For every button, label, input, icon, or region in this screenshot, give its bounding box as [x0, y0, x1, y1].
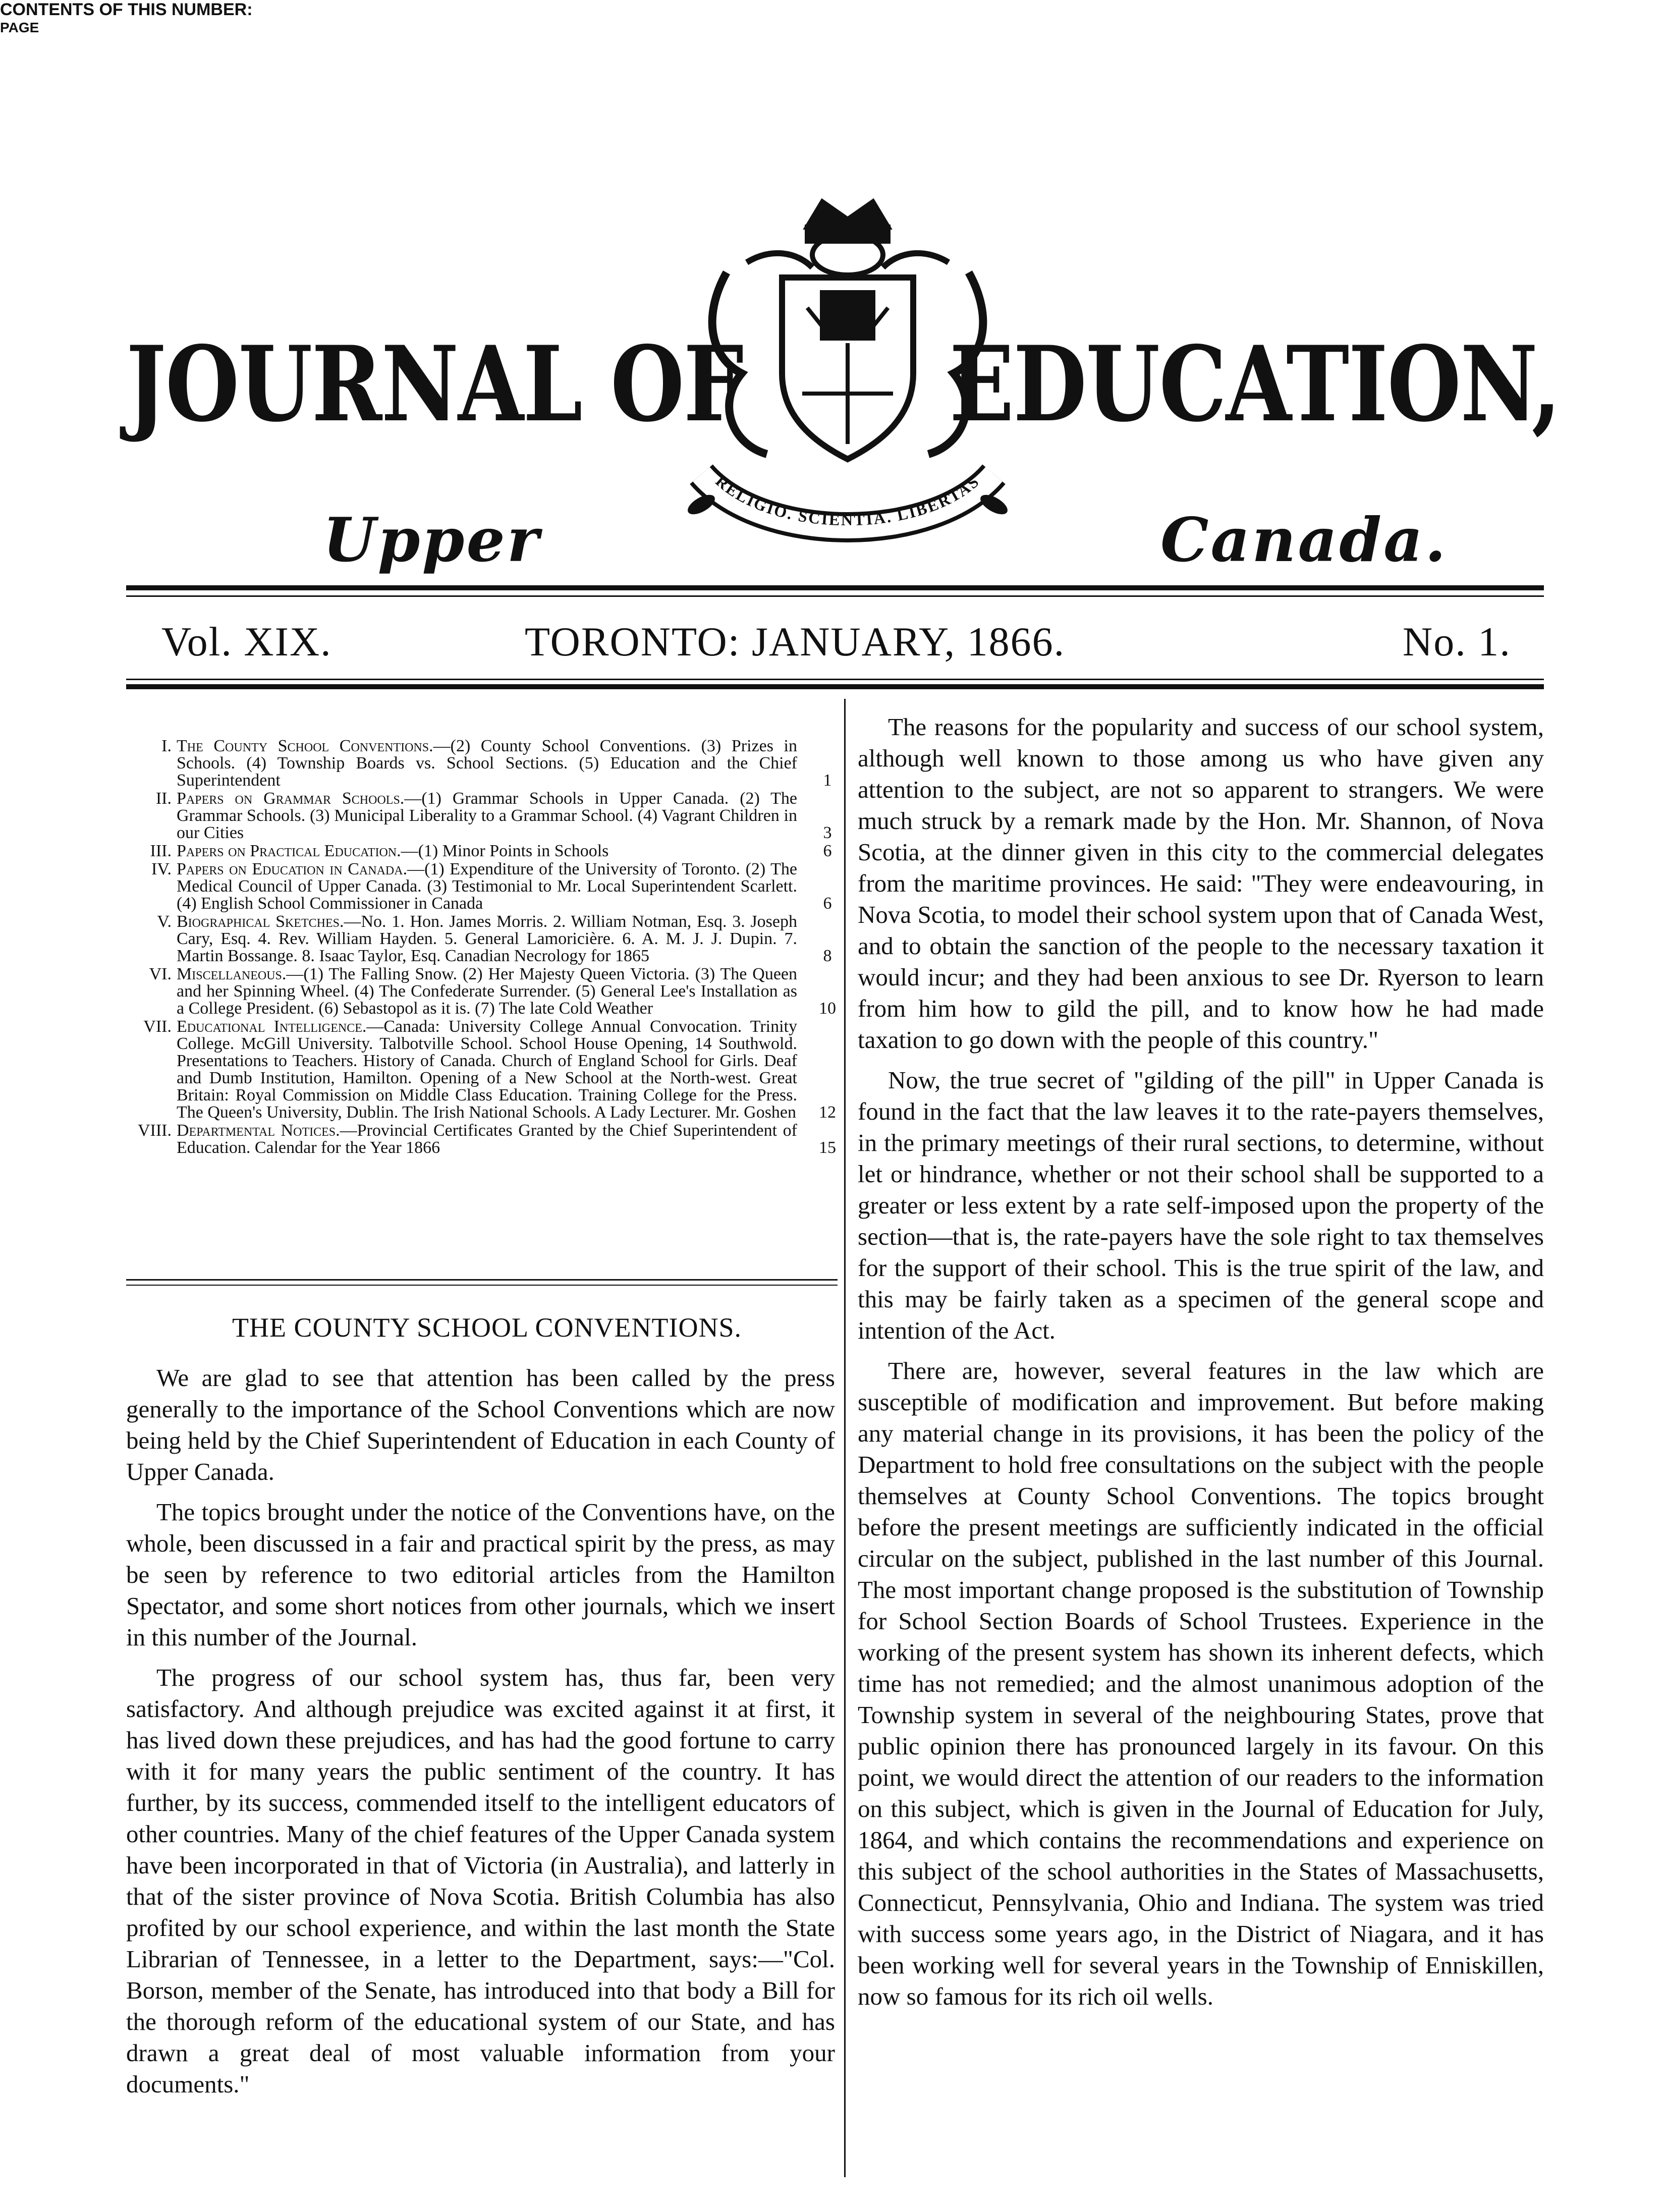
crest-motto: RELIGIO. SCIENTIA. LIBERTAS: [712, 471, 983, 529]
masthead-title-left: JOURNAL OF: [126, 324, 743, 445]
toc-entry: [136, 913, 838, 965]
toc-entry: [136, 1122, 838, 1156]
article-title: THE COUNTY SCHOOL CONVENTIONS.: [232, 1312, 742, 1343]
toc-entry-text: —No. 1. Hon. James Morris. 2. William Notman, Esq. 3. Joseph Cary, Esq. 4. Rev. William Hayden. 5. General Lamoricière. 6. A. M. J. J. Dupin. 7. Martin Bossange. 8. Isaac Taylor, Esq. Canadian Necrology for 1865: [177, 912, 797, 965]
toc-entry: [136, 1018, 838, 1121]
toc-entry-text: —(1) Grammar Schools in Upper Canada. (2) The Grammar Schools. (3) Municipal Liberality to a Grammar School. (4) Vagrant Children in our Cities: [177, 789, 797, 842]
issue-number: No. 1.: [1403, 619, 1511, 665]
toc-entry-title: Papers on Education in Canada.: [177, 860, 408, 878]
toc-entry-title: Papers on Practical Education.: [177, 842, 401, 860]
toc-entry-title: Miscellaneous.: [177, 965, 287, 983]
toc-entry-title: The County School Conventions.: [177, 737, 433, 755]
table-of-contents: [136, 738, 838, 1157]
masthead-title-right: EDUCATION,: [949, 324, 1560, 445]
toc-entry-text: —Canada: University College Annual Convocation. Trinity College. McGill University. Talbotville School. School House Opening, 14 Southwold. Presentations to Teachers. History of Canada. Church of England School for Girls. Deaf and Dumb Institution, Hamilton. Opening of a New School at the North-west. Great Britain: Royal Commission on Middle Class Education. Training College for the Press. The Queen's University, Dublin. The Irish National Schools. A Lady Lecturer. Mr. Goshen: [177, 1017, 797, 1122]
toc-entry-title: Papers on Grammar Schools.: [177, 789, 405, 808]
toc-entry-page: 15: [819, 1138, 836, 1157]
article-paragraph: The topics brought under the notice of the Conventions have, on the whole, been discussed in a fair and practical spirit by the press, as may be seen by reference to two editorial articles from the Hamilton Spectator, and some short notices from other journals, which we insert in this number of the Journal.: [126, 1498, 835, 1651]
article-paragraph: We are glad to see that attention has been called by the press generally to the importance of the School Conventions which are now being held by the Chief Superintendent of Education in each County of Upper Canada.: [126, 1364, 835, 1485]
toc-entry-page: 3: [823, 823, 832, 842]
toc-entry-page: 1: [823, 771, 832, 790]
article-paragraph: Now, the true secret of "gilding of the pill" in Upper Canada is found in the fact that the law leaves it to the rate-payers themselves, in the primary meetings of their rural sections, to determine, without let or hindrance, whether or not their school shall be supported to a greater or less extent by a rate self-imposed upon the property of the section—that is, the rate-payers have the sole right to tax themselves for the support of their school. This is the true spirit of the law, and this may be fairly taken as a specimen of the general scope and intention of the Act.: [858, 1066, 1544, 1344]
article-paragraph: The reasons for the popularity and success of our school system, although well known to those among us who have given any attention to the subject, are not so apparent to strangers. We were much struck by a remark made by the Hon. Mr. Shannon, of Nova Scotia, at the dinner given in this city to the commercial delegates from the maritime provinces. He said: "They were endeavouring, in Nova Scotia, to model their school system upon that of Canada West, and to obtain the sanction of the people to the necessary taxation it would incur; and they had been anxious to see Dr. Ryerson to learn from him how to gild the pill, and to know how he had made taxation to go down with the people of this country.": [858, 713, 1544, 1054]
toc-entry-page: 8: [823, 947, 832, 965]
header-rule-bottom: [126, 684, 1544, 689]
masthead-subtitle-right: Canada.: [1160, 505, 1448, 576]
header-rule-top-thin: [126, 595, 1544, 597]
toc-entry-number: IV.: [151, 860, 172, 878]
toc-entry-number: VII.: [143, 1017, 172, 1036]
toc-entry-number: VI.: [149, 965, 172, 983]
toc-entry-number: V.: [157, 912, 172, 931]
toc-entry: [136, 843, 838, 860]
toc-entry-number: I.: [161, 737, 172, 755]
toc-entry-page: 6: [823, 842, 832, 860]
toc-entry-title: Departmental Notices.: [177, 1121, 340, 1140]
place-date: TORONTO: JANUARY, 1866.: [525, 619, 1066, 665]
toc-entry: [136, 738, 838, 789]
volume-label: Vol. XIX.: [161, 619, 332, 665]
toc-entry-text: —Provincial Certificates Granted by the Chief Superintendent of Education. Calendar for the Year 1866: [177, 1121, 797, 1157]
toc-entry-text: —(1) Minor Points in Schools: [401, 842, 609, 860]
toc-entry-number: II.: [155, 789, 172, 808]
article-left-column: [126, 1362, 835, 2109]
column-divider: [844, 699, 846, 2177]
toc-entry-page: 6: [823, 894, 832, 913]
toc-entry: [136, 790, 838, 842]
toc-entry-title: Educational Intelligence.: [177, 1017, 367, 1036]
toc-entry-page: 12: [819, 1103, 836, 1122]
header-rule-top: [126, 585, 1544, 590]
toc-entry-text: —(1) The Falling Snow. (2) Her Majesty Queen Victoria. (3) The Queen and her Spinning Wheel. (4) The Confederate Surrender. (5) General Lee's Installation as a College President. (6) Sebastopol as it is. (7) The late Cold Weather: [177, 965, 797, 1018]
article-paragraph: The progress of our school system has, thus far, been very satisfactory. And although prejudice was excited against it at first, it has lived down these prejudices, and has had the good fortune to carry with it for many years the public sentiment of the country. It has further, by its success, commended itself to the intelligent educators of other countries. Many of the chief features of the Upper Canada system have been incorporated in that of Victoria (in Australia), and latterly in that of the sister province of Nova Scotia. British Columbia has also profited by our school experience, and within the last month the State Librarian of Tennessee, in a letter to the Department, says:—"Col. Borson, member of the Senate, has introduced into that body a Bill for the thorough reform of the educational system of our State, and has drawn a great deal of most valuable information from your documents.": [126, 1664, 835, 2098]
toc-entry-number: VIII.: [137, 1121, 172, 1140]
toc-entry-page: 10: [819, 999, 836, 1018]
toc-entry: [136, 861, 838, 912]
toc-entry-number: III.: [150, 842, 172, 860]
coat-of-arms-crest: [671, 192, 1024, 555]
article-right-column: [858, 711, 1544, 2021]
contents-rule: [126, 1279, 838, 1281]
article-paragraph: There are, however, several features in the law which are susceptible of modification and improvement. But before making any material change in its provisions, it has been the policy of the Department to hold free consultations on the subject with the people themselves at County School Conventions. The topics brought before the present meetings are sufficiently indicated in the official circular on the subject, published in the last number of this Journal. The most important change proposed is the substitution of Township for School Section Boards of School Trustees. Experience in the working of the present system has shown its inherent defects, which time has not remedied; and the almost unanimous adoption of the Township system in several of the neighbouring States, prove that public opinion there has pronounced largely in its favour. On this point, we would direct the attention of our readers to the information on this subject, which is given in the Journal of Education for July, 1864, and which contains the recommendations and experience on this subject of the school authorities in the States of Massachusetts, Connecticut, Pennsylvania, Ohio and Indiana. The system was tried with success some years ago, in the District of Niagara, and it has been working well for several years in the Township of Enniskillen, now so famous for its rich oil wells.: [858, 1357, 1544, 2010]
toc-entry: [136, 966, 838, 1017]
contents-heading: CONTENTS OF THIS NUMBER:: [0, 0, 253, 19]
toc-entry-text: —(1) Expenditure of the University of Toronto. (2) The Medical Council of Upper Canada. (3) Testimonial to Mr. Local Superintendent Scarlett. (4) English School Commissioner in Canada: [177, 860, 798, 913]
masthead-subtitle-left: Upper: [323, 505, 541, 576]
toc-entry-text: —(2) County School Conventions. (3) Prizes in Schools. (4) Township Boards vs. School Sections. (5) Education and the Chief Superintendent: [177, 737, 797, 790]
toc-entry-title: Biographical Sketches.: [177, 912, 344, 931]
contents-page-heading: PAGE: [0, 20, 39, 35]
contents-rule-thin: [126, 1285, 838, 1286]
header-rule-bottom-thin: [126, 679, 1544, 680]
